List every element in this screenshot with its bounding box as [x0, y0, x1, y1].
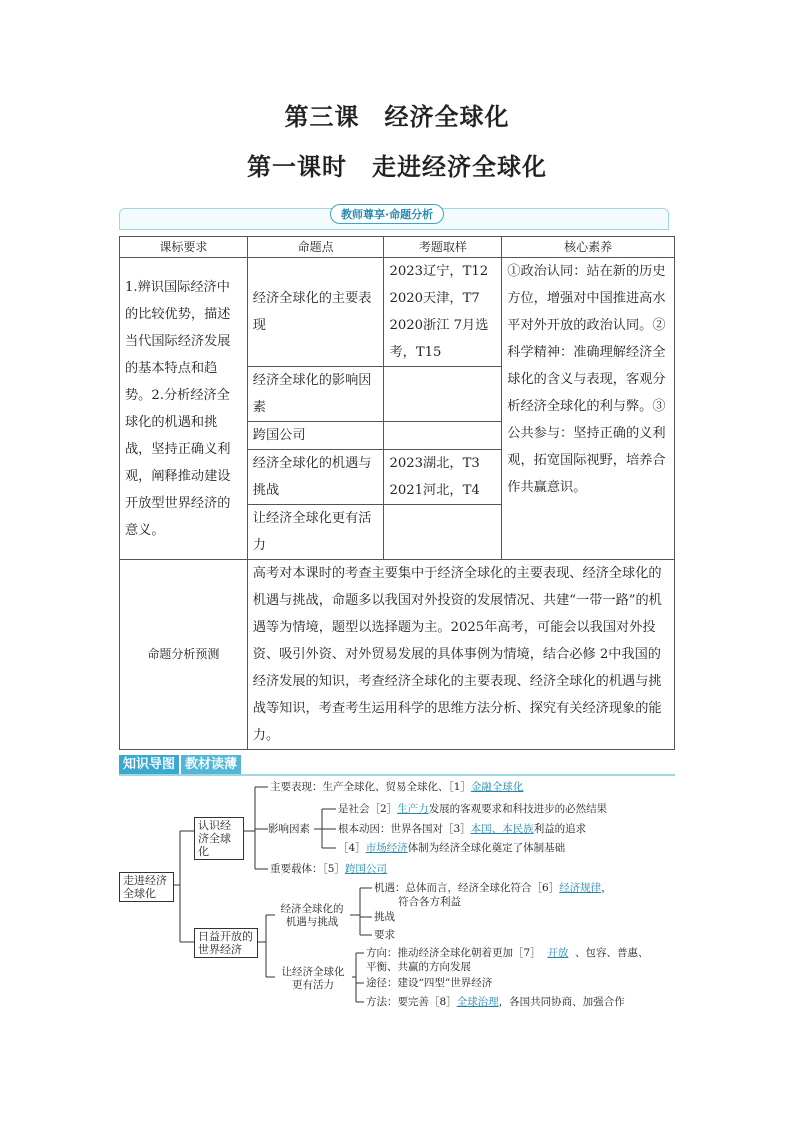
mindmap-carrier: 重要载体：［5］跨国公司: [270, 863, 387, 875]
forecast-text: 高考对本课时的考查主要集中于经济全球化的主要表现、经济全球化的机遇与挑战，命题多以我国对外投资的发展情况、共建“一带一路”的机遇等为情境，题型以选择题为主。2025年高考，可能会以我国对外投资、吸引外资、对外贸易发展的具体事例为情境，结合必修 2中我国的经济发展的知识，考查经济全球化的主要表现、经济全球化的机遇与挑战等知识，考查考生运用科学的思维方法分析、探究有关经济现象的能力。: [247, 560, 674, 750]
lesson-title: 第三课 经济全球化: [284, 103, 510, 131]
answer-5: 跨国公司: [344, 863, 387, 875]
header-cell: 考题取样: [384, 237, 502, 258]
exam-samples: 2023辽宁，T12 2020天津，T7 2020浙江 7月选考，T15: [384, 258, 502, 367]
core-literacy: ①政治认同：站在新的历史方位，增强对中国推进高水平对外开放的政治认同。②科学精神：准确理解经济全球化的含义与表现，客观分析经济全球化的利与弊。③公共参与：坚持正确的义利观，拓宽国际视野，培养合作共赢意识。: [502, 258, 675, 560]
mindmap-branch-open-economy: 日益开放的世界经济: [194, 928, 258, 958]
answer-7: 开放: [547, 947, 569, 959]
mindmap-direction: 方向：推动经济全球化朝着更加［7］ 开放 、包容、普惠、: [366, 947, 649, 959]
answer-1: 金融全球化: [470, 781, 524, 793]
proposition-point: 经济全球化的影响因素: [247, 367, 384, 422]
mindmap-approach: 途径：建设“四型”世界经济: [366, 977, 493, 989]
tab-textbook-summary: 教材读薄: [181, 755, 241, 774]
mindmap-opportunity: 机遇：总体而言，经济全球化符合［6］经济规律，: [374, 882, 612, 894]
mindmap-main-performance: 主要表现：生产全球化、贸易全球化、［1］金融全球化: [270, 781, 524, 793]
mindmap-direction-line2: 平衡、共赢的方向发展: [366, 961, 471, 973]
answer-3: 本国、本民族: [470, 823, 534, 835]
proposition-point: 经济全球化的主要表现: [247, 258, 384, 367]
lesson-subtitle: 第一课时 走进经济全球化: [247, 153, 547, 181]
mindmap-branch-understand: 认识经济全球化: [194, 817, 244, 860]
forecast-label: 命题分析预测: [120, 560, 248, 750]
tab-knowledge-map: 知识导图: [119, 755, 179, 774]
mindmap-opportunity-line2: 符合各方利益: [398, 896, 461, 908]
curriculum-requirements: 1.辨识国际经济中的比较优势，描述当代国际经济发展的基本特点和趋势。2.分析经济全球化的机遇和挑战，坚持正确义利观，阐释推动建设开放型世界经济的意义。: [120, 258, 248, 560]
answer-6: 经济规律: [559, 882, 602, 894]
mindmap-challenge: 挑战: [374, 911, 395, 923]
answer-2: 生产力: [397, 803, 429, 815]
mindmap-method: 方法：要完善［8］全球治理，各国共同协商、加强合作: [366, 996, 625, 1008]
mindmap-root: 走进经济全球化: [119, 872, 174, 902]
mindmap-more-vitality: 让经济全球化更有活力: [281, 966, 345, 991]
proposition-point: 让经济全球化更有活力: [247, 505, 384, 560]
mindmap-factor-system: ［4］市场经济体制为经济全球化奠定了体制基础: [338, 842, 566, 854]
mindmap-requirement: 要求: [374, 929, 395, 941]
proposition-point: 经济全球化的机遇与挑战: [247, 450, 384, 505]
exam-samples: 2023湖北，T3 2021河北，T4: [384, 450, 502, 505]
header-cell: 课标要求: [120, 237, 248, 258]
proposition-point: 跨国公司: [247, 422, 384, 450]
mindmap-factor-productivity: 是社会［2］生产力发展的客观要求和科技进步的必然结果: [338, 803, 608, 815]
answer-8: 全球治理: [456, 996, 499, 1008]
mindmap-influence-factors: 影响因素: [268, 823, 310, 835]
header-cell: 命题点: [247, 237, 384, 258]
mindmap-factor-motive: 根本动因：世界各国对［3］本国、本民族利益的追求: [338, 823, 587, 835]
mindmap-opportunity-challenge: 经济全球化的机遇与挑战: [280, 903, 344, 928]
header-cell: 核心素养: [502, 237, 675, 258]
answer-4: 市场经济: [365, 842, 408, 854]
banner-label: 教师尊享·命题分析: [330, 204, 444, 224]
